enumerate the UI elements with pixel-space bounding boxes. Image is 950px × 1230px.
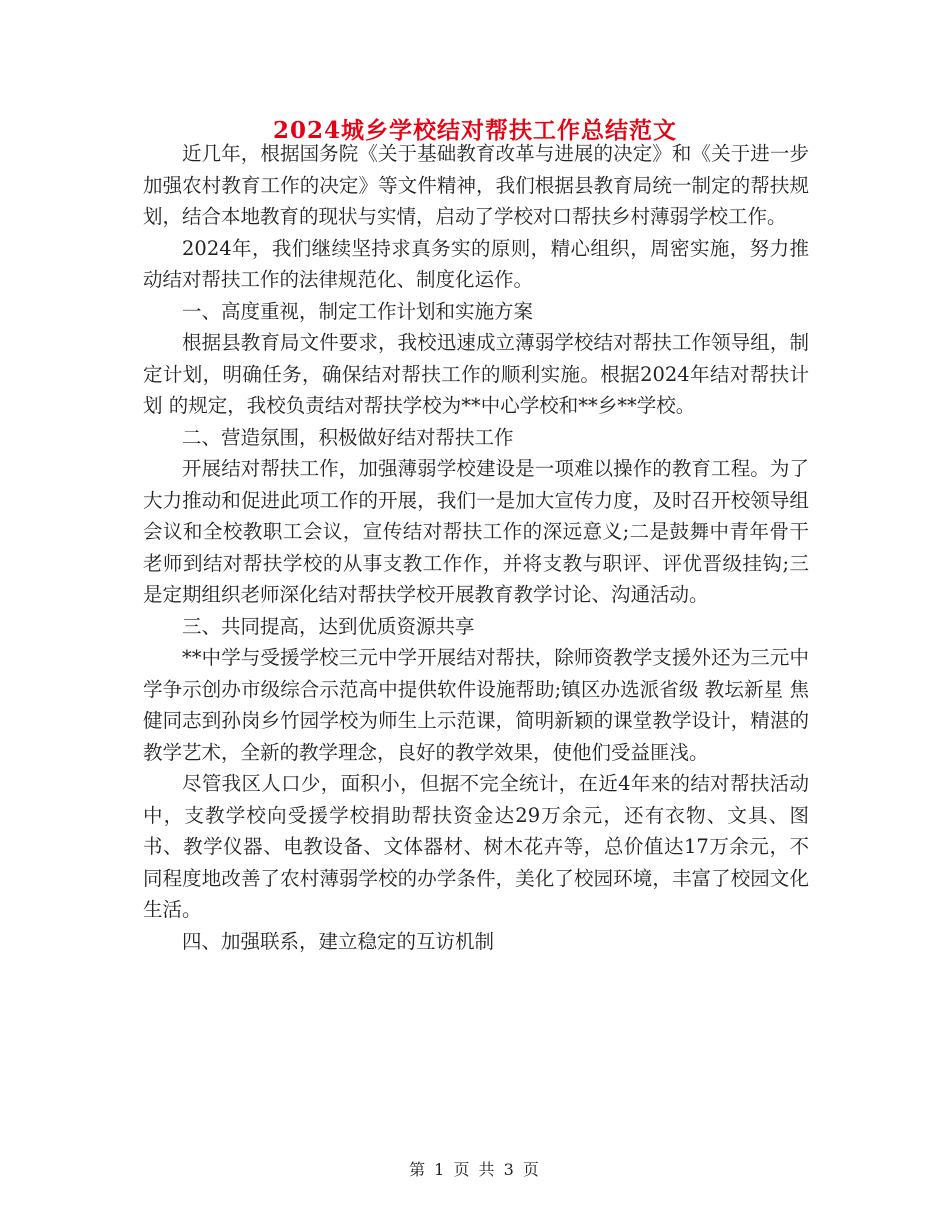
document-title: 2024城乡学校结对帮扶工作总结范文 (272, 117, 677, 144)
section-heading: 一、高度重视，制定工作计划和实施方案 (182, 299, 534, 323)
document-body (143, 138, 809, 957)
paragraph: 开展结对帮扶工作，加强薄弱学校建设是一项难以操作的教育工程。为了大力推动和促进此项工作的开展，我们一是加大宣传力度，及时召开校领导组会议和全校教职工会议，宣传结对帮扶工作的深远意义;二是鼓舞中青年骨干老师到结对帮扶学校的从事支教工作作，并将支教与职评、评优晋级挂钩;三是定期组织老师深化结对帮扶学校开展教育教学讨论、沟通活动。 (143, 457, 809, 606)
paragraph: **中学与受援学校三元中学开展结对帮扶，除师资教学支援外还为三元中学争示创办市级综合示范高中提供软件设施帮助;镇区办选派省级 教坛新星 焦健同志到孙岗乡竹园学校为师生上示范课，简明新颖的课堂教学设计，精湛的教学艺术，全新的教学理念，良好的教学效果，使他们受益匪浅。 (143, 646, 809, 764)
section-heading: 二、营造氛围，积极做好结对帮扶工作 (182, 425, 514, 449)
paragraph: 2024年，我们继续坚持求真务实的原则，精心组织，周密实施，努力推动结对帮扶工作的法律规范化、制度化运作。 (143, 236, 809, 291)
paragraph: 根据县教育局文件要求，我校迅速成立薄弱学校结对帮扶工作领导组，制定计划，明确任务，确保结对帮扶工作的顺利实施。根据2024年结对帮扶计划 的规定，我校负责结对帮扶学校为**中心学校和**乡**学校。 (143, 331, 809, 417)
paragraph: 近几年，根据国务院《关于基础教育改革与进展的决定》和《关于进一步加强农村教育工作的决定》等文件精神，我们根据县教育局统一制定的帮扶规划，结合本地教育的现状与实情，启动了学校对口帮扶乡村薄弱学校工作。 (143, 142, 809, 228)
paragraph: 尽管我区人口少，面积小，但据不完全统计，在近4年来的结对帮扶活动中，支教学校向受援学校捐助帮扶资金达29万余元，还有衣物、文具、图书、教学仪器、电教设备、文体器材、树木花卉等，总价值达17万余元，不同程度地改善了农村薄弱学校的办学条件，美化了校园环境，丰富了校园文化生活。 (143, 772, 809, 921)
section-heading: 三、共同提高，达到优质资源共享 (182, 614, 475, 638)
section-heading: 四、加强联系，建立稳定的互访机制 (182, 929, 495, 953)
page-footer: 第 1 页 共 3 页 (409, 1160, 541, 1179)
